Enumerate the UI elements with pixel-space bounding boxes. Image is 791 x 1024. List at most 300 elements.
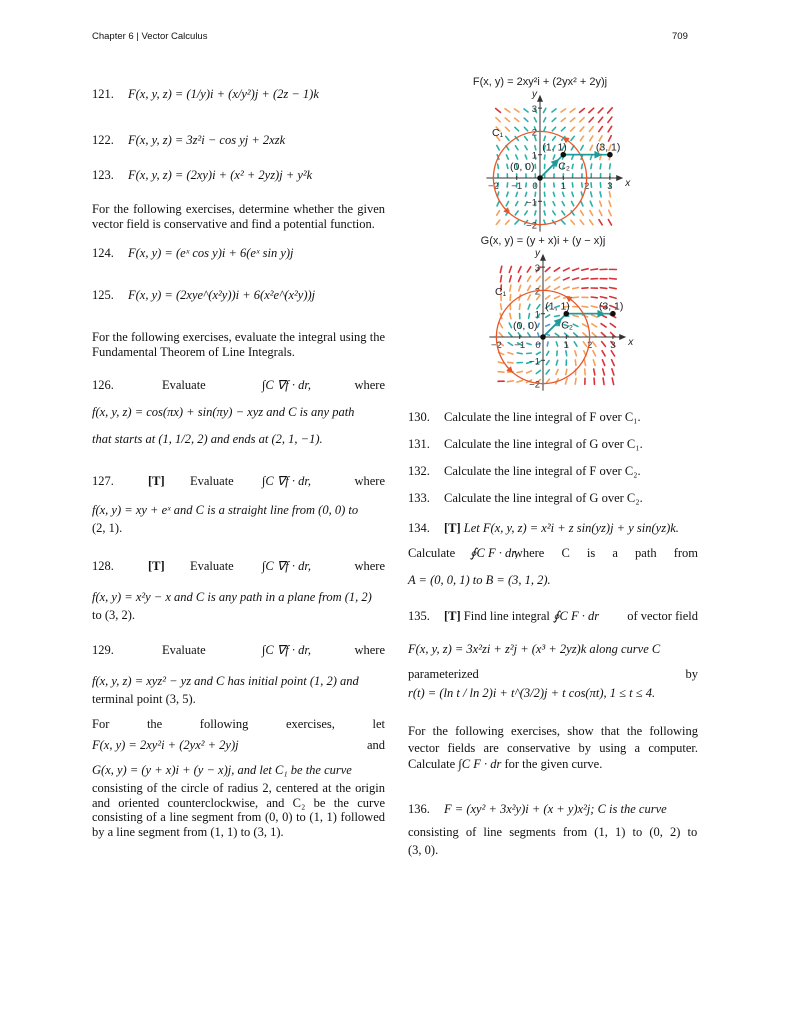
field-arrow: [590, 211, 593, 216]
x-axis-arrow-icon: [616, 175, 623, 181]
field-arrow: [609, 278, 616, 279]
y-tick-label: −2: [526, 220, 537, 232]
field-arrow: [575, 360, 576, 365]
field-arrow: [506, 155, 508, 159]
field-arrow: [525, 146, 527, 150]
x-tick-label: −1: [511, 181, 523, 192]
y-axis-arrow-icon: [537, 95, 543, 102]
exercise-128-line3: to (3, 2).: [92, 608, 136, 622]
x-tick-label: −2: [487, 181, 499, 192]
field-arrow: [599, 136, 602, 141]
exercise-125: [92, 287, 385, 303]
curve-description: consisting of the circle of radius 2, centered at the origin and oriented counterclockwise, and C₂ be the curve consisting of a line segment from (0, 0) to (1, 1) followed by a line segment from (1, 1) to (3, 1).: [92, 781, 385, 839]
field-arrow: [506, 220, 510, 224]
field-arrow: [546, 296, 550, 299]
field-arrow: [497, 145, 499, 149]
field-arrow: [498, 372, 504, 373]
field-arrow: [610, 297, 616, 299]
field-arrow: [599, 210, 602, 215]
field-arrow: [593, 342, 596, 347]
field-arrow: [602, 342, 606, 347]
point-marker: [537, 175, 543, 181]
field-arrow: [519, 276, 521, 282]
exercise-136: [408, 801, 698, 817]
field-arrow: [591, 192, 592, 197]
field-arrow: [546, 315, 550, 317]
field-arrow: [527, 371, 532, 373]
field-arrow: [498, 362, 503, 363]
field-arrow: [528, 286, 531, 291]
field-arrow: [516, 155, 518, 159]
field-arrow: [506, 136, 509, 140]
y-tick-label: −2: [529, 379, 540, 391]
exercise-text: Calculate the line integral of F over C₂.: [444, 464, 641, 478]
exercise-number: 124.: [92, 246, 114, 260]
y-tick-label: 2: [534, 286, 540, 298]
label-point-3-1: (3, 1): [595, 141, 621, 154]
field-arrow: [609, 210, 611, 215]
y-tick-label: 2: [531, 127, 537, 139]
field-arrow: [528, 333, 530, 336]
field-arrow: [517, 380, 522, 382]
field-arrow: [510, 276, 512, 282]
field-arrow: [580, 108, 585, 112]
c1-direction-arrow: [508, 367, 511, 370]
field-arrow: [564, 287, 569, 289]
exercise-number: 122.: [92, 133, 114, 147]
field-arrow: [561, 109, 566, 112]
label-point-3-1: (3, 1): [598, 300, 624, 313]
y-axis-label: y: [532, 88, 537, 100]
field-arrow: [496, 108, 501, 112]
field-arrow: [572, 155, 574, 159]
field-arrow: [600, 288, 606, 289]
field-arrow: [553, 202, 555, 206]
label-origin: (0, 0): [510, 161, 535, 173]
exercise-number: 128.: [92, 559, 114, 573]
x-tick-label: 1: [563, 340, 569, 351]
calculate-word: Calculate: [408, 546, 456, 560]
field-arrow: [546, 325, 550, 327]
field-arrow: [526, 183, 527, 187]
exercise-text: of vector field: [627, 609, 698, 623]
field-arrow: [590, 220, 593, 225]
field-arrow: [589, 117, 593, 122]
field-arrow: [575, 378, 576, 384]
field-arrow: [528, 304, 530, 309]
where-word: where: [354, 378, 385, 392]
field-arrow: [529, 314, 530, 319]
label-point-1-1: (1, 1): [545, 300, 570, 313]
x-axis-arrow-icon: [619, 334, 626, 340]
field-arrow: [518, 267, 521, 273]
exercise-123: [92, 167, 385, 183]
exercise-text: Let F(x, y, z) = x²i + z sin(yz)j + y sin(yz)k.: [463, 521, 679, 535]
field-arrow: [515, 118, 519, 121]
field-arrow: [501, 276, 502, 282]
field-arrow: [527, 343, 531, 344]
field-arrow: [573, 287, 579, 288]
field-arrow: [556, 370, 558, 375]
field-arrow: [609, 192, 610, 197]
chapter-header: Chapter 6 | Vector Calculus: [92, 31, 208, 42]
page-number: 709: [672, 31, 688, 42]
field-arrow: [581, 211, 584, 215]
exercise-122: [92, 132, 385, 148]
field-arrow: [508, 343, 512, 346]
exercise-number: 133.: [408, 491, 430, 505]
exercise-number: 121.: [92, 87, 114, 101]
field-arrow: [505, 127, 509, 131]
field-arrow: [515, 146, 518, 150]
closed-integral: ∮C F · dr: [553, 609, 600, 623]
exercise-135-line2: F(x, y, z) = 3x²zi + z²j + (x³ + 2yz)k along curve C: [408, 642, 661, 656]
field-arrow: [564, 278, 570, 280]
field-arrow: [554, 183, 555, 187]
field-arrow: [584, 360, 585, 365]
field-arrow: [527, 267, 530, 272]
label-origin: (0, 0): [513, 320, 538, 332]
field-arrow: [581, 164, 582, 168]
where-word: where: [354, 559, 385, 573]
exercise-number: 132.: [408, 464, 430, 478]
exercise-text: parameterized: [408, 667, 479, 681]
field-arrow: [535, 146, 536, 150]
x-tick-label: 2: [586, 340, 593, 351]
field-arrow: [602, 360, 604, 366]
field-arrow: [544, 118, 546, 122]
field-arrow: [592, 324, 597, 327]
field-arrow: [590, 201, 592, 206]
field-arrow: [574, 342, 577, 346]
field-arrow: [497, 201, 499, 206]
field-arrow: [563, 192, 564, 196]
field-arrow: [572, 192, 573, 196]
exercise-text: by: [685, 667, 698, 681]
field-arrow: [519, 285, 521, 290]
field-arrow: [561, 118, 565, 121]
field-arrow: [508, 352, 513, 354]
field-F-definition: F(x, y) = 2xy²i + (2yx² + 2y)j: [92, 738, 239, 752]
field-arrow: [497, 211, 500, 215]
field-arrow: [510, 313, 511, 318]
field-arrow: [500, 266, 501, 272]
field-arrow: [544, 192, 545, 196]
label-c1: C₁: [492, 127, 504, 139]
field-arrow: [553, 192, 554, 196]
field-arrow: [585, 369, 586, 375]
x-tick-label: 1: [560, 181, 566, 192]
field-arrow: [582, 269, 588, 270]
field-arrow: [545, 277, 550, 281]
field-arrow: [545, 286, 549, 290]
exercise-number: 125.: [92, 288, 114, 302]
field-arrow: [612, 360, 615, 366]
exercise-126-line2: f(x, y, z) = cos(πx) + sin(πy) − xyz and C is any path: [92, 405, 355, 419]
field-arrow: [544, 155, 545, 159]
field-arrow: [519, 304, 520, 309]
field-arrow: [535, 211, 536, 215]
exercise-132: [408, 463, 698, 479]
field-arrow: [527, 276, 530, 281]
equation: F(x, y, z) = (2xy)i + (x² + 2yz)j + y²k: [128, 168, 313, 182]
exercise-124: [92, 245, 385, 261]
field-arrow: [591, 297, 597, 298]
exercise-number: 135.: [408, 609, 430, 623]
field-arrow: [536, 370, 540, 373]
y-tick-label: 1: [531, 150, 537, 162]
field-arrow: [505, 118, 509, 122]
field-arrow: [515, 127, 519, 131]
exercise-135: [408, 608, 698, 624]
field-arrow: [537, 305, 540, 309]
exercise-133: [408, 490, 698, 506]
field-arrow: [528, 295, 530, 300]
field-arrow: [563, 268, 569, 271]
field-arrow: [580, 127, 584, 131]
field-arrow: [590, 145, 592, 150]
field-arrow: [554, 277, 559, 280]
field-arrow: [609, 201, 611, 206]
exercise-121: [92, 86, 385, 102]
exercise-134: [408, 520, 698, 536]
field-arrow: [573, 324, 578, 326]
field-arrow: [516, 192, 517, 196]
field-arrow: [514, 109, 519, 112]
integral: ∫C ∇f · dr,: [262, 643, 311, 657]
y-axis-label: y: [535, 247, 540, 259]
field-arrow: [610, 287, 617, 288]
field-arrow: [509, 323, 511, 328]
field-arrow: [575, 351, 577, 356]
x-tick-label: 0: [535, 340, 541, 351]
field-arrow: [582, 183, 583, 187]
field-arrow: [600, 192, 601, 197]
field-arrow: [501, 304, 502, 310]
field-arrow: [561, 127, 565, 131]
field-arrow: [553, 155, 555, 159]
field-arrow: [555, 316, 560, 317]
field-arrow: [601, 315, 607, 318]
y-tick-label: −1: [526, 197, 537, 209]
evaluate-word: Evaluate: [162, 643, 206, 657]
field-arrow: [507, 183, 508, 187]
field-arrow: [525, 155, 527, 159]
field-arrow: [572, 202, 574, 206]
exercise-number: 126.: [92, 378, 114, 392]
technology-tag: [T]: [444, 609, 461, 623]
exercise-127-line3: (2, 1).: [92, 521, 123, 535]
field-arrow: [598, 108, 603, 113]
field-arrow: [517, 353, 522, 354]
field-arrow: [516, 202, 518, 206]
field-arrow: [509, 266, 511, 272]
exercise-text: Calculate the line integral of G over C₁.: [444, 437, 643, 451]
field-arrow: [538, 323, 540, 327]
field-arrow: [580, 136, 583, 140]
field-arrow: [554, 287, 559, 290]
field-arrow: [507, 192, 508, 196]
field-arrow: [600, 164, 601, 169]
exercise-129-line2: f(x, y, z) = xyz² − yz and C has initial point (1, 2) and: [92, 674, 359, 688]
exercise-135-line3: [408, 666, 698, 682]
field-arrow: [536, 352, 540, 354]
y-tick-label: 3: [531, 104, 537, 116]
field-arrow: [546, 361, 549, 365]
technology-tag: [T]: [148, 559, 165, 573]
field-arrow: [591, 269, 598, 270]
evaluate-word: Evaluate: [162, 378, 206, 392]
x-tick-label: −1: [514, 340, 526, 351]
figure-title: G(x, y) = (y + x)i + (y − x)j: [480, 235, 606, 247]
where-word: where: [354, 474, 385, 488]
field-arrow: [499, 333, 503, 337]
x-tick-label: −2: [490, 340, 502, 351]
field-arrow: [525, 211, 527, 215]
exercise-130: [408, 409, 698, 425]
field-arrow: [581, 201, 583, 206]
field-arrow: [592, 333, 596, 337]
field-arrow: [582, 306, 588, 307]
field-arrow: [538, 333, 539, 337]
field-arrow: [525, 192, 526, 196]
field-arrow: [507, 381, 513, 382]
field-arrow: [608, 117, 612, 122]
field-arrow: [562, 211, 565, 215]
x-tick-label: 0: [532, 181, 538, 192]
field-arrow: [525, 137, 528, 141]
field-arrow: [592, 315, 597, 317]
field-arrow: [515, 220, 518, 224]
field-arrow: [572, 164, 573, 168]
instructions-computer: [408, 723, 698, 773]
field-arrow: [603, 369, 605, 375]
exercise-136-line3: (3, 0).: [408, 843, 439, 857]
field-arrow: [612, 369, 614, 375]
field-arrow: [610, 324, 615, 328]
exercise-129-line3: terminal point (3, 5).: [92, 692, 196, 706]
field-arrow: [608, 220, 611, 225]
evaluate-word: Evaluate: [190, 559, 234, 573]
where-word: where: [354, 643, 385, 657]
label-point-1-1: (1, 1): [542, 141, 567, 154]
field-arrow: [545, 267, 550, 271]
instructions-text: For the following exercises, show that the following vector fields are conservative by using a computer. Calculate: [408, 724, 698, 771]
point-marker: [540, 334, 546, 340]
field-arrow: [573, 278, 579, 280]
field-arrow: [524, 109, 528, 112]
label-c2: C₂: [558, 160, 570, 173]
exercise-number: 136.: [408, 802, 430, 816]
field-arrow: [544, 127, 546, 131]
integral: ∫C ∇f · dr,: [262, 559, 311, 573]
instructions-fundamental-theorem: For the following exercises, evaluate the integral using the Fundamental Theorem of Line Integrals.: [92, 330, 385, 359]
field-arrow: [555, 333, 558, 335]
field-arrow: [509, 333, 512, 337]
exercise-number: 130.: [408, 410, 430, 424]
equation: F(x, y, z) = (1/y)i + (x/y²)j + (2z − 1)k: [128, 87, 319, 101]
field-arrow: [591, 164, 592, 169]
field-arrow: [599, 127, 603, 132]
exercise-number: 134.: [408, 521, 430, 535]
exercise-text: where C is a path from: [513, 546, 698, 560]
field-arrow: [534, 118, 536, 122]
field-arrow: [572, 183, 573, 187]
x-axis-label: x: [628, 337, 634, 348]
field-arrow: [583, 333, 587, 337]
field-arrow: [580, 220, 583, 224]
exercise-text: F = (xy² + 3x²y)i + (x + y)x²j; C is the curve: [444, 802, 667, 816]
field-arrow: [573, 315, 578, 316]
field-arrow: [571, 127, 575, 131]
equation: F(x, y) = (2xye^(x²y))i + 6(x²e^(x²y))j: [128, 288, 316, 302]
field-arrow: [510, 285, 511, 291]
field-arrow: [507, 164, 508, 168]
field-arrow: [608, 108, 613, 113]
y-tick-label: 1: [534, 309, 540, 321]
field-arrow: [610, 164, 611, 169]
field-arrow: [536, 276, 540, 281]
field-arrow: [591, 306, 597, 307]
field-arrow: [565, 379, 567, 384]
field-arrow: [571, 136, 574, 140]
field-arrow: [544, 202, 545, 206]
exercise-134-line3: A = (0, 0, 1) to B = (3, 1, 2).: [408, 573, 551, 587]
field-arrow: [611, 351, 614, 356]
y-tick-label: −1: [529, 356, 540, 368]
field-arrow: [556, 342, 557, 346]
x-tick-label: 2: [583, 181, 590, 192]
instructions-text: for the given curve.: [504, 757, 603, 771]
field-arrow: [554, 268, 559, 271]
field-arrow: [593, 360, 595, 366]
field-arrow: [515, 211, 518, 215]
field-arrow: [581, 145, 583, 149]
field-arrow: [524, 118, 528, 121]
figure-1: [473, 76, 631, 232]
exercise-128-line2: f(x, y) = x²y − x and C is any path in a plane from (1, 2): [92, 590, 372, 604]
x-tick-label: 3: [607, 181, 613, 192]
field-arrow: [594, 369, 595, 375]
field-arrow: [602, 351, 605, 356]
exercise-135-line4: r(t) = (ln t / ln 2)i + t^(3/2)j + t cos(πt), 1 ≤ t ≤ 4.: [408, 686, 656, 700]
integral: ∫C ∇f · dr,: [262, 474, 311, 488]
label-c2: C₂: [561, 319, 573, 332]
exercise-text: Calculate the line integral of G over C₂.: [444, 491, 643, 505]
field-arrow: [555, 296, 560, 298]
equation: F(x, y, z) = 3z²i − cos yj + 2xzk: [128, 133, 286, 147]
field-arrow: [505, 109, 510, 112]
closed-integral: ∮C F · dr,: [470, 546, 518, 560]
exercise-126-line3: that starts at (1, 1/2, 2) and ends at (2, 1, −1).: [92, 432, 323, 446]
field-arrow: [593, 351, 596, 356]
instructions-line2: [92, 737, 385, 753]
field-arrow: [573, 268, 579, 270]
field-arrow: [496, 118, 500, 122]
equation: F(x, y) = (eˣ cos y)i + 6(eˣ sin y)j: [128, 246, 294, 260]
field-arrow: [566, 351, 567, 356]
field-arrow: [547, 351, 549, 355]
field-arrow: [552, 118, 556, 121]
c1-direction-arrow: [505, 208, 508, 211]
field-arrow: [580, 118, 584, 122]
exercise-number: 127.: [92, 474, 114, 488]
exercise-136-line2: consisting of line segments from (1, 1) to (0, 2) to: [408, 825, 698, 839]
field-arrow: [570, 109, 575, 112]
field-arrow: [552, 127, 555, 131]
field-arrow: [600, 297, 606, 298]
field-arrow: [589, 108, 594, 112]
